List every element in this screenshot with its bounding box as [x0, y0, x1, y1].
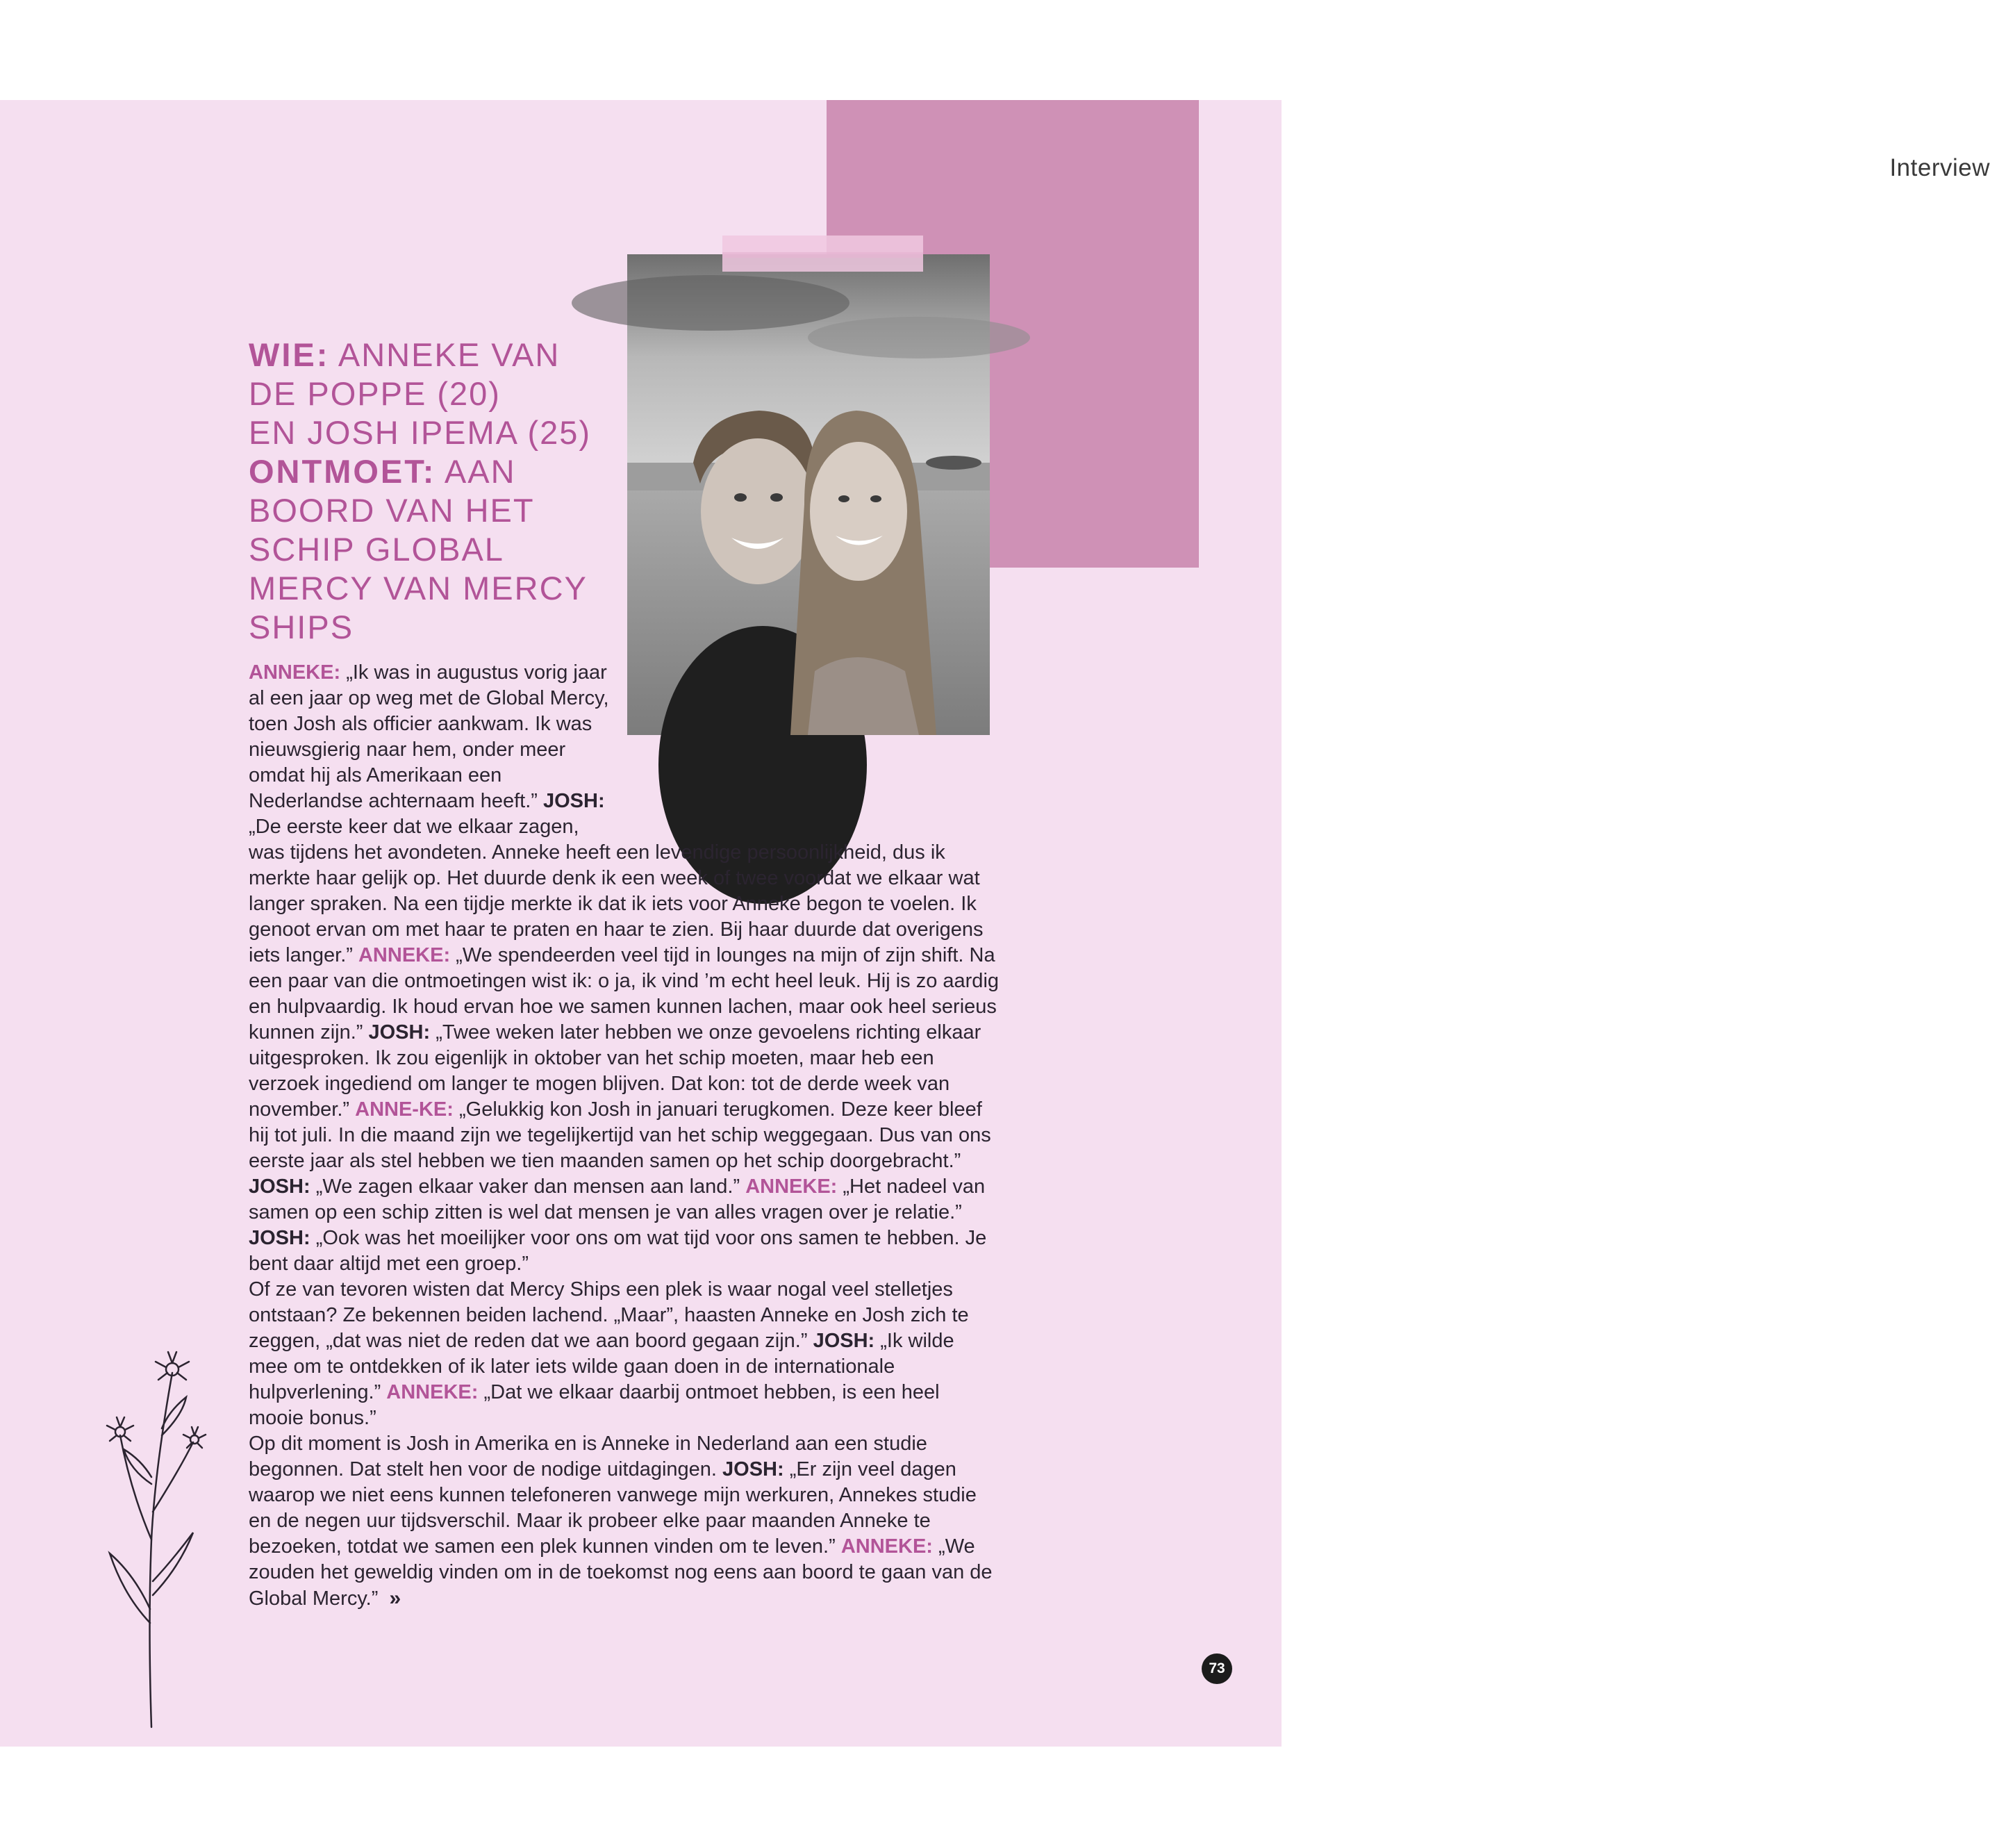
who-label: WIE: — [249, 336, 330, 374]
quote-text: „We zagen elkaar vaker dan mensen aan land.” — [315, 1175, 740, 1198]
article-paragraph-2 — [249, 1277, 999, 1431]
speaker-josh: JOSH: — [249, 1175, 310, 1198]
quote-text: „Er zijn veel dagen waarop we niet eens kunnen telefoneren vanwege mijn werkuren, Annekes studie en de negen uur tijdsverschil. Maar ik probeer elke paar maanden Anneke te bezoeken, totdat we samen een plek kunnen vinden om te leven.” — [249, 1458, 977, 1558]
quote-text: „We zouden het geweldig vinden om in de toekomst nog eens aan boord te gaan van de Global Mercy.” — [249, 1535, 993, 1610]
met-line-3: SCHIP GLOBAL — [249, 531, 504, 568]
speaker-josh: JOSH: — [249, 1227, 310, 1249]
quote-text: „Het nadeel van samen op een schip zitten is wel dat mensen je van alles vragen over je relatie.” — [249, 1175, 986, 1223]
page-number: 73 — [1202, 1653, 1232, 1684]
who-line-1: ANNEKE VAN — [338, 336, 561, 374]
speaker-josh: JOSH: — [722, 1458, 784, 1480]
quote-text: „De eerste keer dat we elkaar zagen, was tijdens het avondeten. Anneke heeft een levendige persoonlijkheid, dus ik merkte haar gelijk op. Het duurde denk ik een week of twee voordat we elkaar wat langer spraken. Na een tijdje merkte ik dat ik iets voor Anneke begon te voelen. Ik genoot ervan om met haar te praten en haar te zien. Bij haar duurde dat overigens iets langer.” — [249, 816, 984, 966]
flower-illustration-icon — [96, 1331, 221, 1727]
photo-wrap-spacer — [610, 660, 999, 816]
narrative-text: Op dit moment is Josh in Amerika en is Anneke in Nederland aan een studie begonnen. Dat stelt hen voor de nodige uitdagingen. — [249, 1433, 927, 1480]
met-line-1: AAN — [444, 453, 516, 490]
speaker-josh: JOSH: — [368, 1021, 431, 1043]
speaker-anneke: ANNEKE: — [358, 944, 451, 966]
section-label: Interview — [1889, 154, 1990, 181]
met-label: ONTMOET: — [249, 453, 436, 490]
speaker-josh: JOSH: — [542, 790, 605, 812]
who-line-3: EN JOSH IPEMA (25) — [249, 414, 592, 452]
speaker-anneke: ANNEKE: — [249, 661, 341, 684]
article-paragraph-3 — [249, 1431, 999, 1612]
met-line-4: MERCY VAN MERCY — [249, 570, 588, 607]
quote-text: „Ik wilde mee om te ontdekken of ik later iets wilde gaan doen in de internationale hulpverlening.” — [249, 1330, 954, 1403]
speaker-anneke: ANNEKE: — [745, 1175, 838, 1198]
speaker-anneke-split-start: ANNE- — [355, 1098, 419, 1121]
continue-arrow-icon: » — [389, 1587, 401, 1610]
quote-text: „Gelukkig kon Josh in januari terugkomen. Deze keer bleef hij tot juli. In die maand zijn we tegelijkertijd van het schip weggegaan. Dus van ons eerste jaar als stel hebben we tien maanden samen op het schip doorgebracht.” — [249, 1098, 991, 1172]
photo-tape — [722, 236, 923, 272]
quote-text: „Dat we elkaar daarbij ontmoet hebben, is een heel mooie bonus.” — [249, 1381, 940, 1429]
narrative-text: Of ze van tevoren wisten dat Mercy Ships een plek is waar nogal veel stelletjes ontstaan? Ze bekennen beiden lachend. „Maar”, haasten Anneke en Josh zich te zeggen, „dat was niet de reden dat we aan boord gegaan zijn.” — [249, 1278, 969, 1352]
met-line-2: BOORD VAN HET — [249, 492, 535, 529]
article-body — [249, 660, 999, 1612]
who-line-2: DE POPPE (20) — [249, 375, 501, 413]
speaker-josh: JOSH: — [813, 1330, 875, 1352]
quote-text: „Ook was het moeilijker voor ons om wat tijd voor ons samen te hebben. Je bent daar altijd met een groep.” — [249, 1227, 987, 1275]
interview-heading — [249, 336, 610, 647]
speaker-anneke: ANNEKE: — [386, 1381, 479, 1403]
quote-text: „Twee weken later hebben we onze gevoelens richting elkaar uitgesproken. Ik zou eigenlijk in oktober van het schip moeten, maar heb een verzoek ingediend om langer te mogen blijven. Dat kon: tot de derde week van november.” — [249, 1021, 981, 1121]
quote-text: „Ik was in augustus vorig jaar al een jaar op weg met de Global Mercy, toen Josh als officier aankwam. Ik was nieuwsgierig naar hem, onder meer omdat hij als Amerikaan een Nederlandse achternaam heeft.” — [249, 661, 609, 812]
speaker-anneke: ANNEKE: — [840, 1535, 933, 1558]
met-line-5: SHIPS — [249, 609, 354, 646]
quote-text: „We spendeerden veel tijd in lounges na mijn of zijn shift. Na een paar van die ontmoetingen wist ik: o ja, ik vind ’m echt heel leuk. Hij is zo aardig en hulpvaardig. Ik houd ervan hoe we samen kunnen lachen, maar ook heel serieus kunnen zijn.” — [249, 944, 1000, 1043]
magazine-page — [0, 100, 1990, 1747]
speaker-anneke-split-end: KE: — [418, 1098, 454, 1121]
